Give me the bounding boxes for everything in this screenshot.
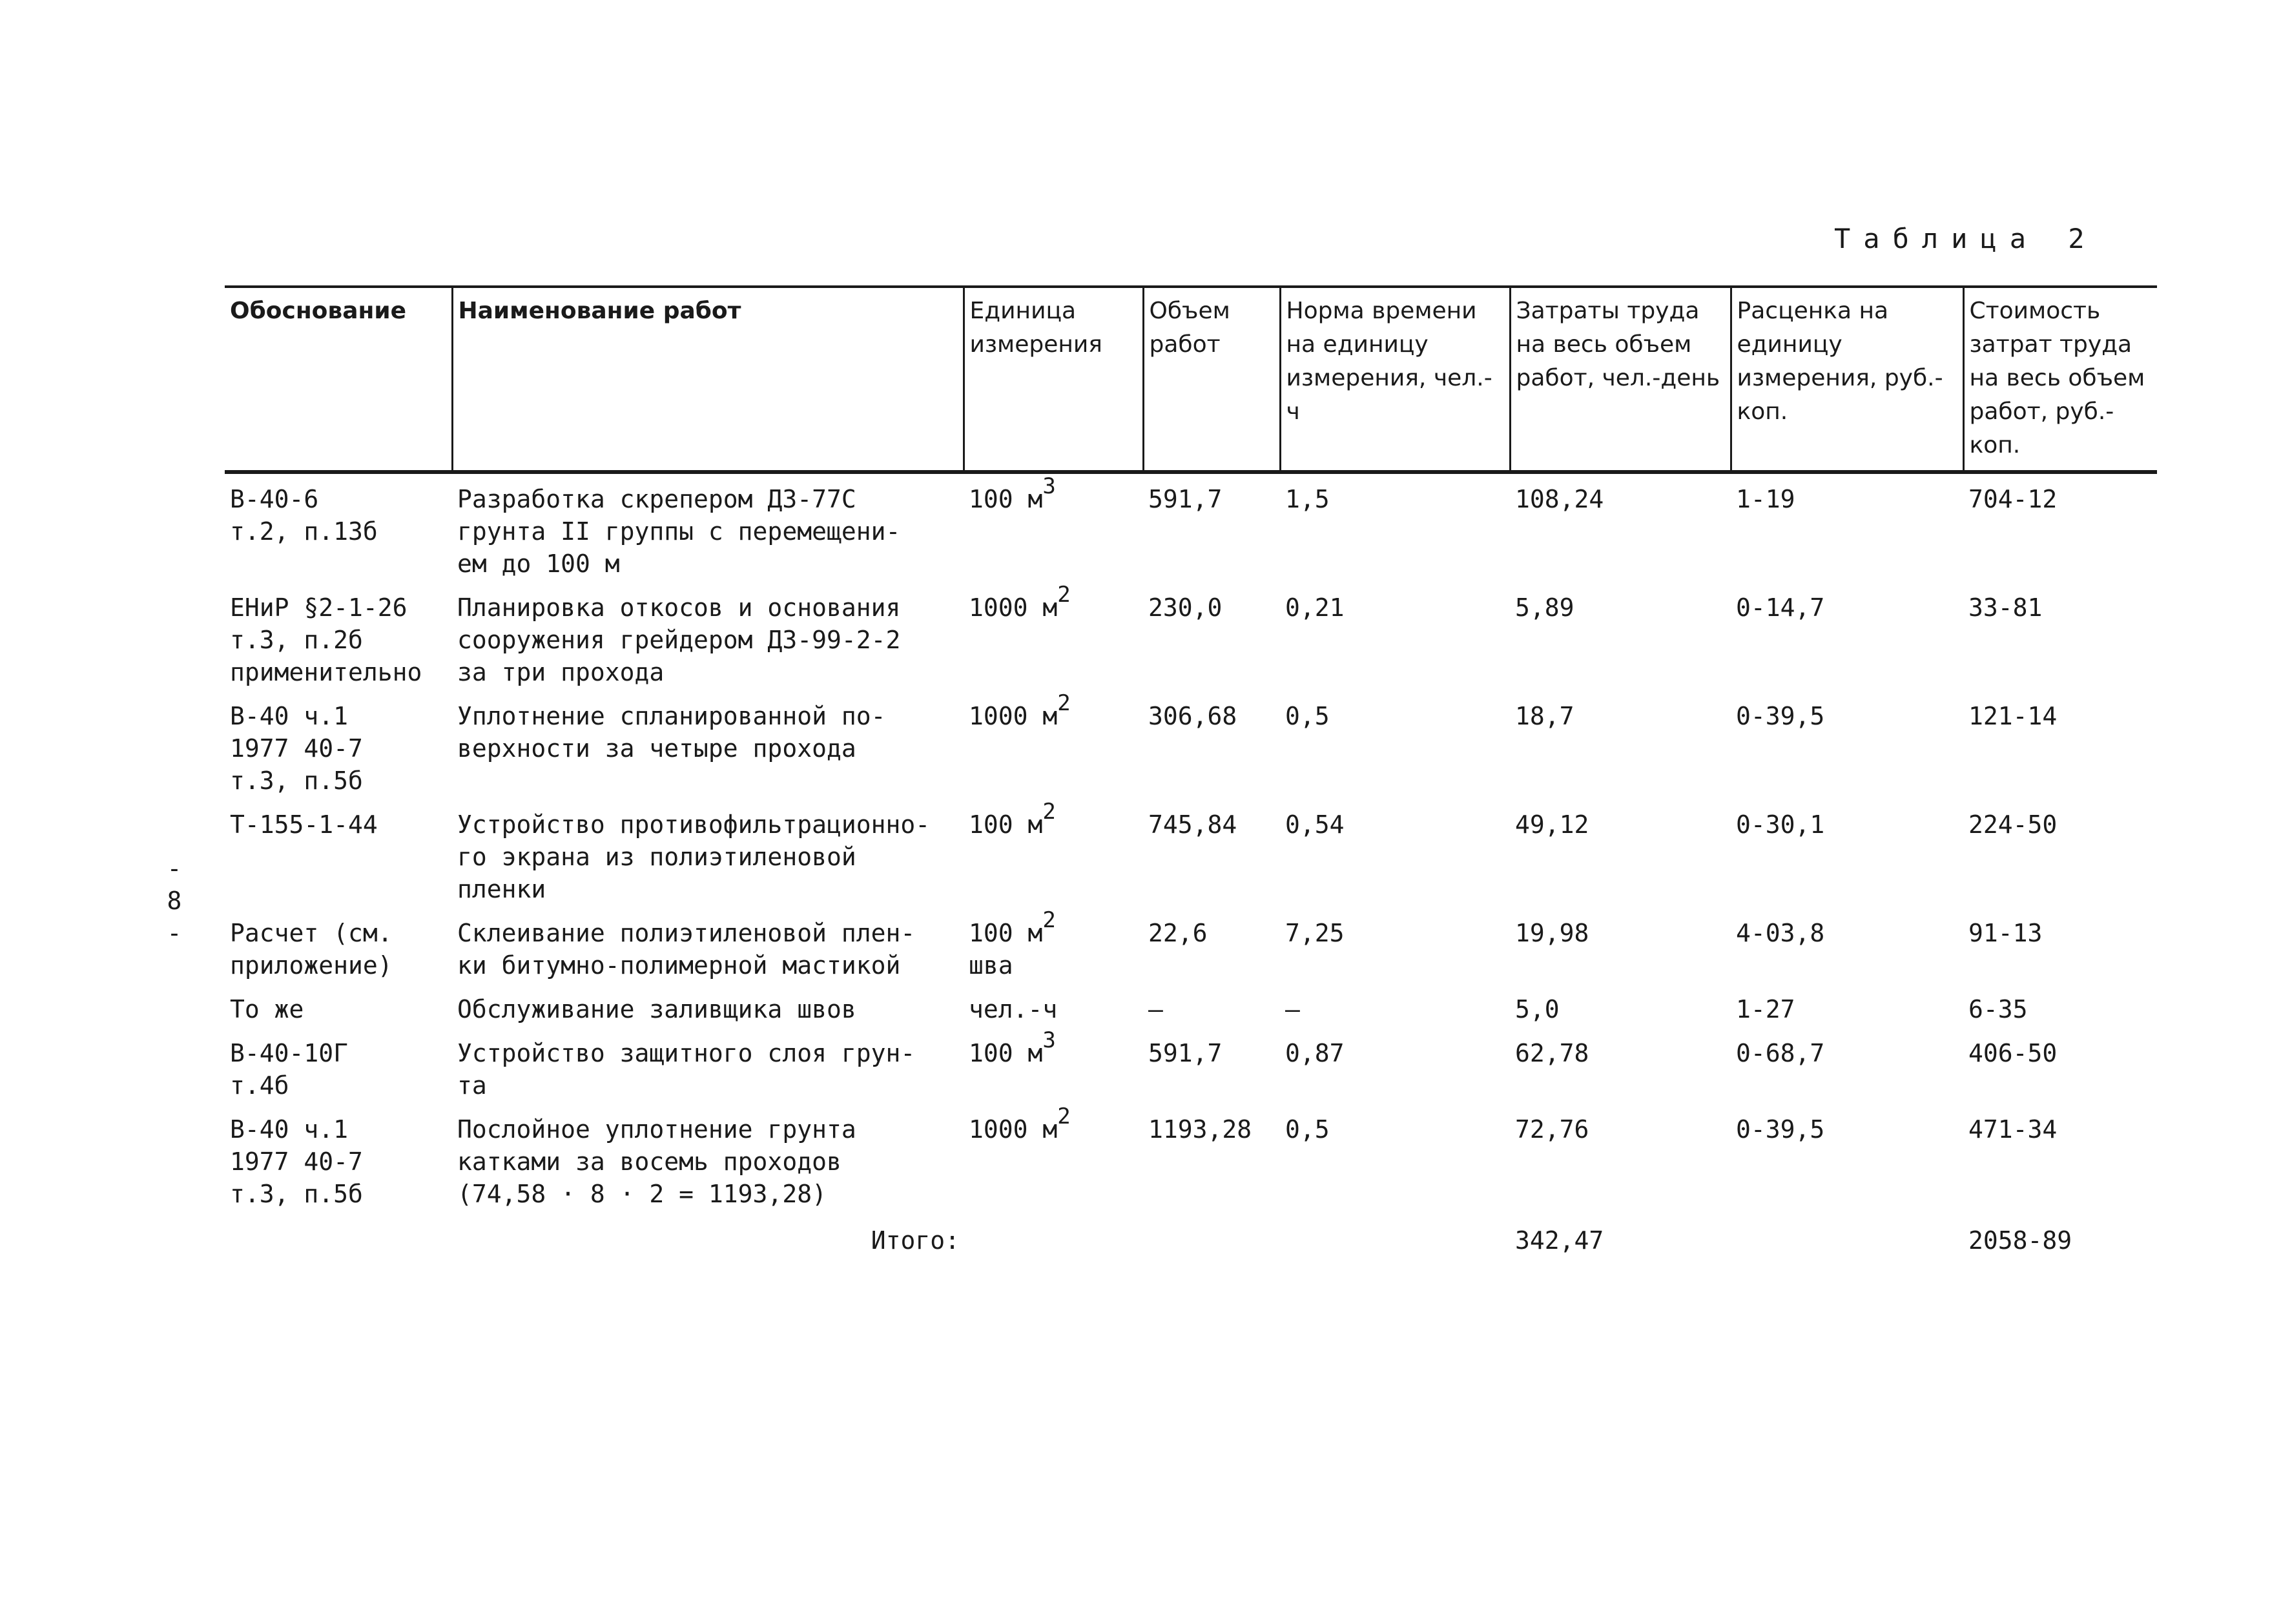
- table-row: [225, 799, 2157, 908]
- unit-cell: [964, 1028, 1143, 1104]
- header-work-name: Наименование работ: [452, 287, 964, 472]
- work-name-cell: Склеивание полиэтиленовой плен- ки битумно-полимерной мастикой: [457, 919, 916, 980]
- total-empty: [1280, 1213, 1510, 1259]
- unit-base: 100 м: [969, 919, 1043, 947]
- page-number-digit: 8: [167, 887, 182, 915]
- header-time-norm: Норма времени на единицу измерения, чел.-ч: [1280, 287, 1510, 472]
- table-row: [225, 908, 2157, 984]
- labor-cell: 18,7: [1515, 702, 1574, 730]
- table-row: [225, 1028, 2157, 1104]
- cost-cell: 6-35: [1968, 995, 2028, 1023]
- total-labor: 342,47: [1515, 1226, 1604, 1255]
- basis-cell: ЕНиР §2-1-26 т.3, п.2б применительно: [230, 593, 422, 686]
- page-number-dash: -: [167, 919, 182, 947]
- unit-power: 2: [1057, 690, 1071, 716]
- volume-cell: 306,68: [1148, 702, 1237, 730]
- unit-power: 3: [1042, 473, 1056, 499]
- rate-cell: 0-39,5: [1736, 702, 1825, 730]
- basis-cell: В-40-10Г т.4б: [230, 1039, 349, 1100]
- volume-cell: –: [1148, 995, 1163, 1023]
- basis-cell: Т-155-1-44: [230, 810, 378, 839]
- unit-power: 2: [1057, 582, 1071, 608]
- labor-cost-table: [225, 285, 2157, 1259]
- basis-cell: Расчет (см. приложение): [230, 919, 393, 980]
- rate-cell: 0-68,7: [1736, 1039, 1825, 1067]
- rate-cell: 0-39,5: [1736, 1115, 1825, 1144]
- unit-power: 2: [1042, 907, 1056, 933]
- table-row: [225, 984, 2157, 1028]
- basis-cell: В-40-6 т.2, п.13б: [230, 485, 378, 546]
- unit-power: 2: [1057, 1104, 1071, 1129]
- table-row: [225, 691, 2157, 799]
- work-name-cell: Послойное уплотнение грунта катками за восемь проходов (74,58 · 8 · 2 = 1193,28): [457, 1115, 856, 1208]
- work-name-cell: Обслуживание заливщика швов: [457, 995, 856, 1023]
- work-name-cell: Уплотнение спланированной по- верхности за четыре прохода: [457, 702, 886, 763]
- time-norm-cell: 0,21: [1285, 593, 1345, 622]
- table-row: [225, 472, 2157, 582]
- header-volume: Объем работ: [1143, 287, 1280, 472]
- table-row: [225, 1104, 2157, 1213]
- header-rate: Расценка на единицу измерения, руб.-коп.: [1731, 287, 1963, 472]
- unit-base: 1000 м: [969, 1115, 1058, 1144]
- table-caption: Таблица 2: [1834, 223, 2098, 254]
- work-name-cell: Устройство защитного слоя грун- та: [457, 1039, 916, 1100]
- work-name-cell: Устройство противофильтрационно- го экрана из полиэтиленовой пленки: [457, 810, 931, 903]
- labor-cell: 5,0: [1515, 995, 1560, 1023]
- time-norm-cell: 1,5: [1285, 485, 1330, 513]
- unit-base: 100 м: [969, 1039, 1043, 1067]
- cost-cell: 704-12: [1968, 485, 2058, 513]
- time-norm-cell: 0,87: [1285, 1039, 1345, 1067]
- unit-cell: [964, 691, 1143, 799]
- total-empty: [964, 1213, 1143, 1259]
- labor-cell: 108,24: [1515, 485, 1604, 513]
- work-name-cell: Разработка скрепером ДЗ-77С грунта II группы с перемещени- ем до 100 м: [457, 485, 901, 578]
- volume-cell: 591,7: [1148, 485, 1223, 513]
- labor-cell: 72,76: [1515, 1115, 1589, 1144]
- cost-cell: 224-50: [1968, 810, 2058, 839]
- basis-cell: В-40 ч.1 1977 40-7 т.3, п.5б: [230, 702, 363, 795]
- total-label: Итого:: [871, 1226, 960, 1255]
- table-header-row: [225, 287, 2157, 472]
- time-norm-cell: 7,25: [1285, 919, 1345, 947]
- unit-extra: шва: [969, 951, 1013, 980]
- unit-cell: [964, 1104, 1143, 1213]
- volume-cell: 745,84: [1148, 810, 1237, 839]
- unit-base: 100 м: [969, 810, 1043, 839]
- rate-cell: 1-27: [1736, 995, 1795, 1023]
- total-empty: [1731, 1213, 1963, 1259]
- basis-cell: В-40 ч.1 1977 40-7 т.3, п.5б: [230, 1115, 363, 1208]
- labor-cell: 62,78: [1515, 1039, 1589, 1067]
- work-name-cell: Планировка откосов и основания сооружения грейдером ДЗ-99-2-2 за три прохода: [457, 593, 901, 686]
- volume-cell: 1193,28: [1148, 1115, 1252, 1144]
- rate-cell: 0-14,7: [1736, 593, 1825, 622]
- rate-cell: 0-30,1: [1736, 810, 1825, 839]
- unit-base: 1000 м: [969, 593, 1058, 622]
- rate-cell: 1-19: [1736, 485, 1795, 513]
- unit-base: чел.-ч: [969, 995, 1058, 1023]
- unit-cell: [964, 984, 1143, 1028]
- header-cost-total: Стоимость затрат труда на весь объем работ, руб.-коп.: [1969, 298, 2145, 458]
- total-row: [225, 1213, 2157, 1259]
- unit-power: 3: [1042, 1027, 1056, 1053]
- unit-cell: [964, 799, 1143, 908]
- labor-cell: 5,89: [1515, 593, 1574, 622]
- unit-cell: [964, 908, 1143, 984]
- volume-cell: 230,0: [1148, 593, 1223, 622]
- unit-cell: [964, 472, 1143, 582]
- time-norm-cell: –: [1285, 995, 1300, 1023]
- cost-cell: 91-13: [1968, 919, 2043, 947]
- cost-cell: 471-34: [1968, 1115, 2058, 1144]
- cost-cell: 33-81: [1968, 593, 2043, 622]
- table-row: [225, 582, 2157, 691]
- page-number: [165, 852, 184, 949]
- rate-cell: 4-03,8: [1736, 919, 1825, 947]
- page-number-dash: -: [167, 854, 182, 883]
- time-norm-cell: 0,5: [1285, 1115, 1330, 1144]
- volume-cell: 22,6: [1148, 919, 1208, 947]
- header-unit: Единица измерения: [964, 287, 1143, 472]
- header-labor-total: Затраты труда на весь объем работ, чел.-день: [1510, 287, 1731, 472]
- cost-cell: 406-50: [1968, 1039, 2058, 1067]
- unit-power: 2: [1042, 799, 1056, 825]
- cost-cell: 121-14: [1968, 702, 2058, 730]
- time-norm-cell: 0,54: [1285, 810, 1345, 839]
- labor-cell: 49,12: [1515, 810, 1589, 839]
- labor-cell: 19,98: [1515, 919, 1589, 947]
- unit-cell: [964, 582, 1143, 691]
- header-basis: Обоснование: [225, 287, 452, 472]
- unit-base: 1000 м: [969, 702, 1058, 730]
- time-norm-cell: 0,5: [1285, 702, 1330, 730]
- total-empty: [1143, 1213, 1280, 1259]
- total-cost: 2058-89: [1968, 1226, 2072, 1255]
- basis-cell: То же: [230, 995, 304, 1023]
- volume-cell: 591,7: [1148, 1039, 1223, 1067]
- unit-base: 100 м: [969, 485, 1043, 513]
